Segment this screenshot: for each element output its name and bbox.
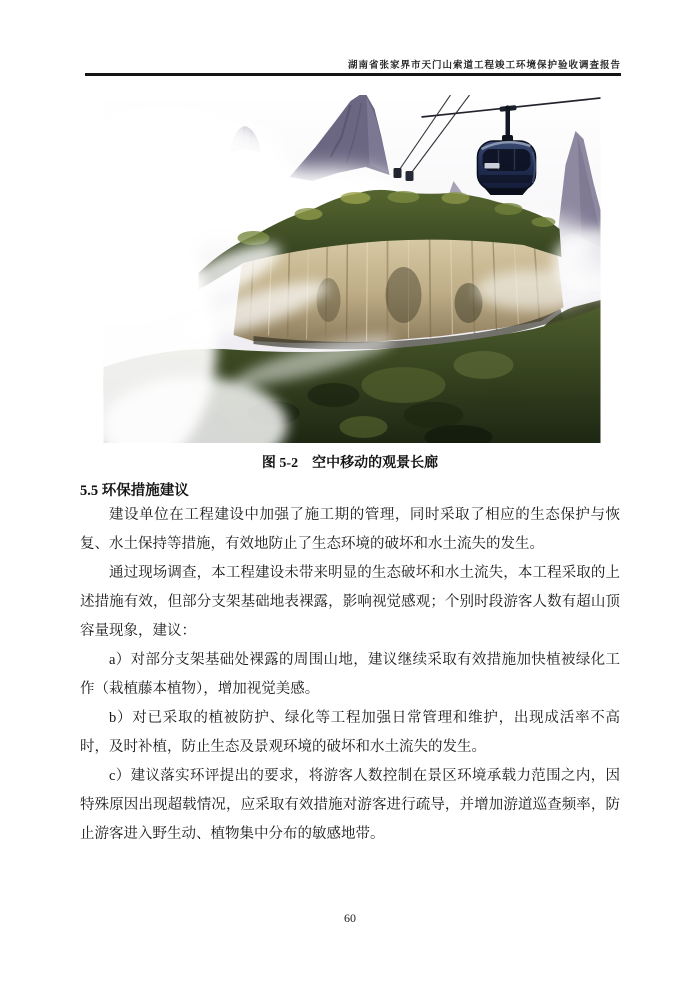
- figure-caption: 图 5-2 空中移动的观景长廊: [261, 456, 439, 471]
- paragraph-5: c）建议落实环评提出的要求，将游客人数控制在景区环境承载力范围之内，因特殊原因出现超载情况，应采取有效措施对游客进行疏导，并增加游道巡查频率，防止游客进入野生动、植物集中分布的敏感地带。: [80, 768, 620, 842]
- page-header-title: 湖南省张家界市天门山索道工程竣工环境保护验收调查报告: [347, 60, 621, 71]
- page-number: 60: [344, 911, 356, 925]
- section-heading: 5.5 环保措施建议: [80, 483, 189, 499]
- section-body: [80, 501, 620, 849]
- paragraph-2: 通过现场调查，本工程建设未带来明显的生态破坏和水土流失，本工程采取的上述措施有效，但部分支架基础地表裸露，影响视觉感观；个别时段游客人数有超山顶容量现象，建议：: [80, 565, 620, 639]
- paragraph-1: 建设单位在工程建设中加强了施工期的管理，同时采取了相应的生态保护与恢复、水土保持等措施，有效地防止了生态环境的破坏和水土流失的发生。: [80, 507, 620, 552]
- paragraph-3: a）对部分支架基础处裸露的周围山地，建议继续采取有效措施加快植被绿化工作（栽植藤本植物），增加视觉美感。: [80, 652, 620, 697]
- paragraph-4: b）对已采取的植被防护、绿化等工程加强日常管理和维护，出现成活率不高时，及时补植，防止生态及景观环境的破坏和水土流失的发生。: [80, 710, 620, 755]
- cableway-photo-illustration: [103, 95, 601, 443]
- figure-photo: [103, 95, 601, 443]
- header-divider: [85, 73, 621, 76]
